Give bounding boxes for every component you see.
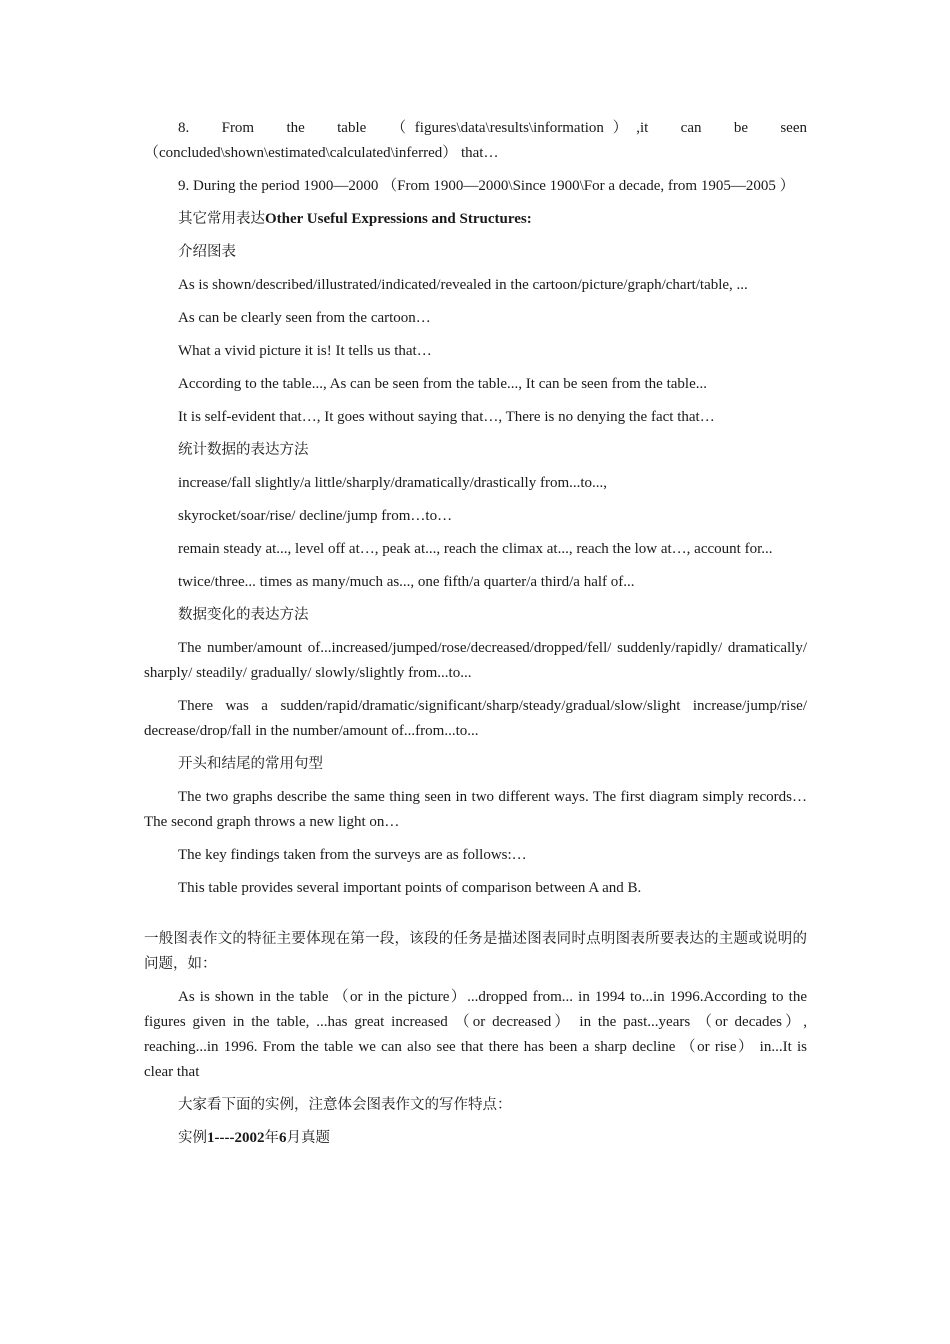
example-title <box>144 1126 807 1151</box>
stat-line-2: skyrocket/soar/rise/ decline/jump from…to… <box>178 508 453 524</box>
opening-line-3: This table provides several important points of comparison between A and B. <box>178 880 642 896</box>
opening-line-2: The key findings taken from the surveys are as follows:… <box>178 847 527 863</box>
other-expressions-cn: 其它常用表达 <box>178 211 265 227</box>
intro-line-2: As can be clearly seen from the cartoon… <box>178 310 431 326</box>
document-page <box>144 116 823 1159</box>
intro-line-5: It is self-evident that…, It goes without saying that…, There is no denying the fact that… <box>178 409 715 425</box>
opening-line-1: The two graphs describe the same thing seen in two different ways. The first diagram simply records…The second graph throws a new light on… <box>144 789 807 830</box>
example-english-paragraph: As is shown in the table （or in the picture）...dropped from... in 1994 to...in 1996.According to the figures given in the table, ...has great increased （or decreased） in the past...years （or decades）, reaching...in 1996. From the table we can also see that there has been a sharp decline （or rise） in...It is clear that <box>144 989 807 1080</box>
example-title-cn-1: 实例 <box>178 1130 207 1146</box>
example-title-cn-3: 月真题 <box>286 1130 330 1146</box>
intro-line-1: As is shown/described/illustrated/indicated/revealed in the cartoon/picture/graph/chart/table, ... <box>178 277 748 293</box>
stat-line-3: remain steady at..., level off at…, peak at..., reach the climax at..., reach the low at…, account for... <box>178 541 773 557</box>
stat-line-4: twice/three... times as many/much as..., one fifth/a quarter/a third/a half of... <box>178 574 635 590</box>
opening-heading: 开头和结尾的常用句型 <box>178 756 323 772</box>
spacer <box>144 909 807 927</box>
other-expressions-heading <box>144 207 807 232</box>
change-line-1: The number/amount of...increased/jumped/rose/decreased/dropped/fell/ suddenly/rapidly/ dramatically/ sharply/ steadily/ gradually/ slowly/slightly from...to... <box>144 640 807 681</box>
see-example-line: 大家看下面的实例，注意体会图表作文的写作特点： <box>178 1097 512 1113</box>
intro-line-4: According to the table..., As can be seen from the table..., It can be seen from the table... <box>178 376 707 392</box>
example-title-num-1: 1----2002 <box>207 1130 265 1146</box>
change-heading: 数据变化的表达方法 <box>178 607 309 623</box>
general-feature-paragraph: 一般图表作文的特征主要体现在第一段，该段的任务是描述图表同时点明图表所要表达的主题或说明的问题，如： <box>144 931 807 972</box>
intro-heading: 介绍图表 <box>178 244 236 260</box>
paragraph-8: 8. From the table （figures\data\results\information）,it can be seen （concluded\shown\estimated\calculated\inferred） that… <box>144 120 823 161</box>
example-title-cn-2: 年 <box>264 1130 279 1146</box>
change-line-2: There was a sudden/rapid/dramatic/significant/sharp/steady/gradual/slow/slight increase/jump/rise/ decrease/drop/fall in the number/amount of...from...to... <box>144 698 807 739</box>
intro-line-3: What a vivid picture it is! It tells us that… <box>178 343 432 359</box>
stat-line-1: increase/fall slightly/a little/sharply/dramatically/drastically from...to..., <box>178 475 608 491</box>
example-title-num-2: 6 <box>278 1130 287 1146</box>
stat-heading: 统计数据的表达方法 <box>178 442 309 458</box>
paragraph-9: 9. During the period 1900—2000 （From 1900—2000\Since 1900\For a decade, from 1905—2005 ） <box>178 178 795 194</box>
other-expressions-en: Other Useful Expressions and Structures: <box>265 211 532 227</box>
